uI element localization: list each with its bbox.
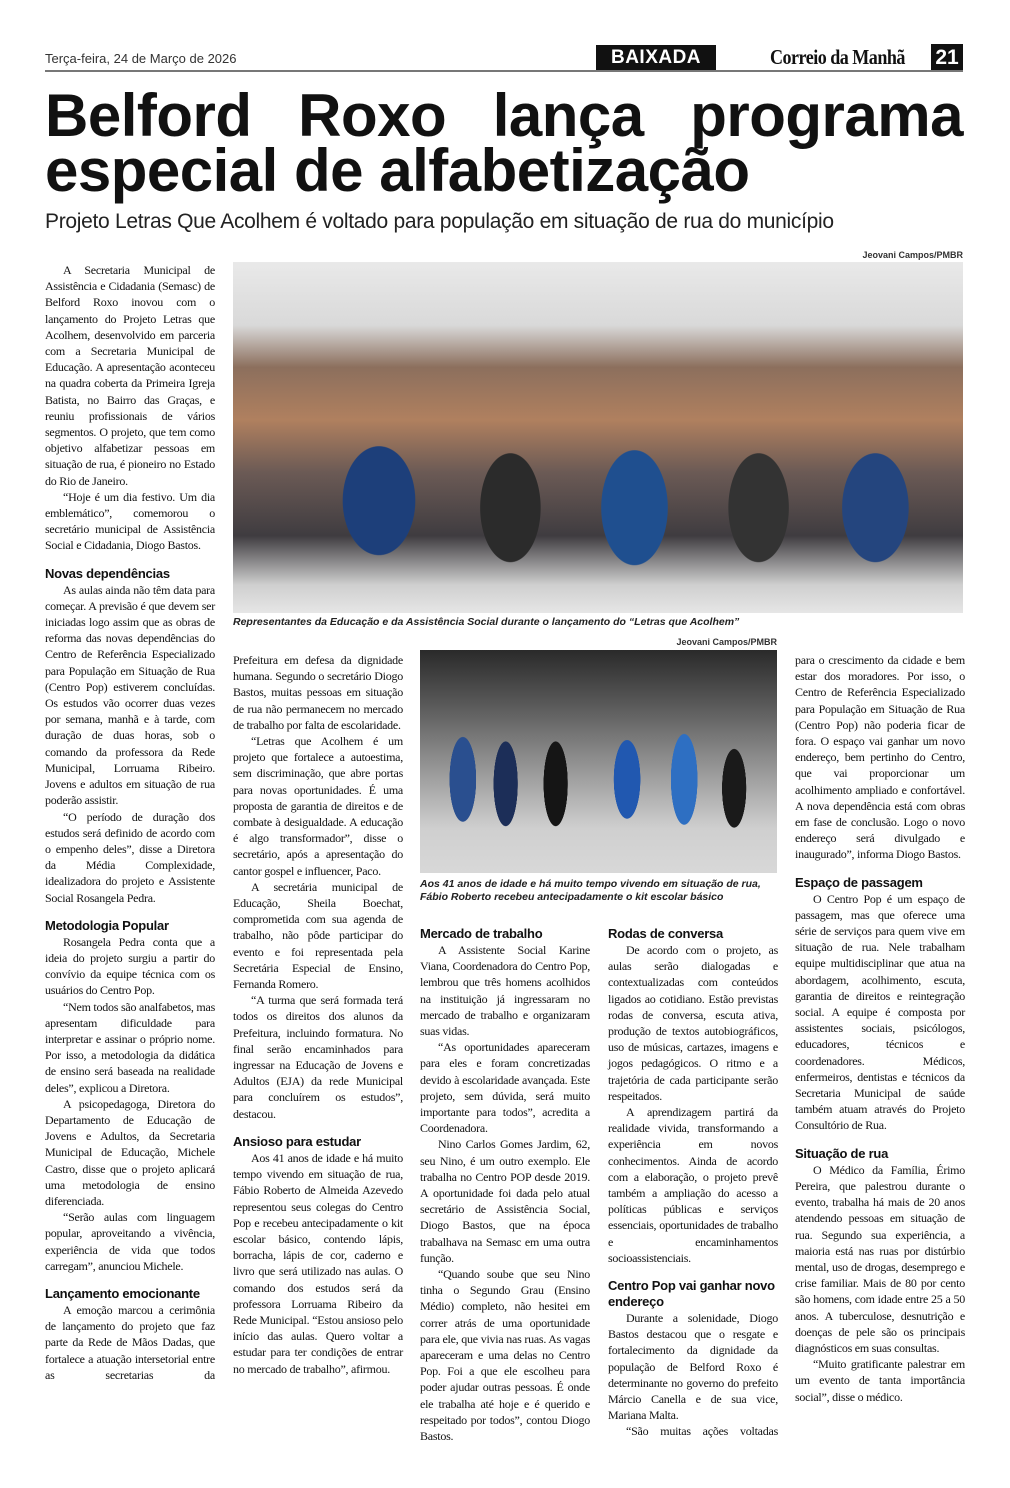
article-column-4 [608, 926, 778, 1440]
article-paragraph: “O período de duração dos estudos será definido de acordo com o empenho deles”, disse a Diretora da Média Complexidade, idealizadora do projeto e Assistente Social Rosangela Pedra. [45, 809, 215, 905]
section-label: BAIXADA [596, 45, 716, 71]
article-paragraph: O Centro Pop é um espaço de passagem, mas que oferece uma série de serviços para quem vive em situação de rua. Nele trabalham equipe multidisciplinar que atua na abordagem, acolhimento, escuta, garantia de direitos e reintegração social. A equipe é composta por assistentes sociais, psicólogos, educadores, técnicos e coordenadores. Médicos, enfermeiros, dentistas e técnicos da Secretaria Municipal de saúde também atuam através do Projeto Consultório de Rua. [795, 891, 965, 1133]
article-column-5 [795, 652, 965, 1405]
headline-line-2: especial de alfabetização [45, 137, 750, 204]
article-paragraph: A emoção marcou a cerimônia de lançamento do projeto que faz parte da Rede de Mãos Dadas, que fortalece a atuação intersetorial entre as secretarias da [45, 1302, 215, 1382]
article-paragraph: “Letras que Acolhem é um projeto que fortalece a autoestima, sem discriminação, que abre portas para novas oportunidades. É uma proposta de garantia de direitos e de combate à desigualdade. A educação é algo transformador”, disse o secretário, após a apresentação do cantor gospel e influencer, Paco. [233, 734, 403, 878]
article-paragraph: Rosangela Pedra conta que a ideia do projeto surgiu a partir do convívio da equipe técnica com os usuários do Centro Pop. [45, 934, 215, 998]
article-paragraph: “Hoje é um dia festivo. Um dia emblemático”, comemorou o secretário municipal de Assistência Social e Cidadania, Diogo Bastos. [45, 489, 215, 553]
section-heading: Situação de rua [795, 1145, 889, 1161]
article-paragraph: “Serão aulas com linguagem popular, aproveitando a vivência, experiência de vida que todos carregam”, anunciou Michele. [45, 1210, 215, 1273]
kit-delivery-photo [420, 650, 777, 873]
article-paragraph: O Médico da Família, Érimo Pereira, que palestrou durante o evento, trabalha há mais de 20 anos atendendo pessoas em situação de rua. Segundo sua experiência, a maioria está nas ruas por distúrbio mental, uso de drogas, desemprego e crise familiar. Mais de 80 por cento são homens, com idade entre 25 a 50 anos. A tuberculose, desnutrição e doenças de pele são os principais diagnósticos em suas consultas. [795, 1162, 965, 1355]
article-paragraph: A Assistente Social Karine Viana, Coordenadora do Centro Pop, lembrou que três homens acolhidos na instituição já ingressaram no mercado de trabalho e organizaram suas vidas. [420, 943, 590, 1039]
article-column-3 [420, 926, 590, 1444]
article-paragraph: Nino Carlos Gomes Jardim, 62, seu Nino, é um outro exemplo. Ele trabalha no Centro POP desde 2019. A oportunidade foi dada pelo atual secretário de Assistência Social, Diogo Bastos, que na época trabalhava na Semasc em uma outra função. [420, 1137, 590, 1265]
article-paragraph: “Muito gratificante palestrar em um evento de tanta importância social”, disse o médico. [795, 1357, 965, 1404]
article-paragraph: “A turma que será formada terá todos os direitos dos alunos da Prefeitura, incluindo formatura. No final serão encaminhados para ingressar na Educação de Jovens e Adultos (EJA) da rede Municipal para concluírem os estudos”, destacou. [233, 993, 403, 1121]
article-paragraph: De acordo com o projeto, as aulas serão dialogadas e contextualizadas com conteúdos ligados ao cotidiano. Estão previstas rodas de conversa, escuta ativa, produção de textos autobiográficos, uso de músicas, cartazes, imagens e jogos pedagógicos. O ritmo e a trajetória de cada participante serão respeitados. [608, 943, 778, 1103]
article-column-1 [45, 262, 215, 1383]
section-heading: Metodologia Popular [45, 917, 169, 933]
article-paragraph: “Quando soube que seu Nino tinha o Segundo Grau (Ensino Médio) completo, não hesitei em correr atrás de uma oportunidade para ele, que vivia nas ruas. As vagas apareceram e uma delas no Centro Pop. Foi a que ele escolheu para poder ajudar outras pessoas. É onde ele trabalha até hoje e é querido e respeitado por todos”, contou Diogo Bastos. [420, 1267, 590, 1444]
photo-caption: Representantes da Educação e da Assistência Social durante o lançamento do “Letras que Acolhem” [233, 616, 740, 628]
article-paragraph: “Nem todos são analfabetos, mas apresentam dificuldade para interpretar e assinar o próprio nome. Por isso, a metodologia da didática de ensino será baseada na realidade deles”, explicou a Diretora. [45, 999, 215, 1095]
header-divider [45, 70, 963, 72]
article-paragraph: A psicopedagoga, Diretora do Departamento de Educação de Jovens e Adultos, da Secretaria Municipal de Educação, Michele Castro, disse que o projeto aplicará uma metodologia de ensino diferenciada. [45, 1096, 215, 1208]
newspaper-logo: Correio da Manhã [770, 45, 905, 69]
section-heading: Rodas de conversa [608, 926, 723, 941]
article-paragraph: Aos 41 anos de idade e há muito tempo vivendo em situação de rua, Fábio Roberto de Almeida Azevedo representou seus colegas do Centro Pop e recebeu antecipadamente o kit escolar básico, contendo lápis, borracha, lápis de cor, caderno e livro que será utilizado nas aulas. O comando dos estudos será da professora Lorruama Ribeiro da Rede Municipal. “Estou ansioso pelo início das aulas. Quero voltar a estudar para ter condições de entrar no mercado de trabalho”, afirmou. [233, 1150, 403, 1376]
section-heading: Centro Pop vai ganhar novo endereço [608, 1278, 775, 1310]
page-number: 21 [931, 44, 963, 72]
article-paragraph: “As oportunidades apareceram para eles e foram concretizadas devido à escolaridade avançada. Este projeto, sem dúvida, será muito importante para todos”, acredita a Coordenadora. [420, 1040, 590, 1136]
article-paragraph: para o crescimento da cidade e bem estar dos moradores. Por isso, o Centro de Referência Especializado para População em Situação de Rua (Centro Pop) não poderia ficar de fora. O espaço vai ganhar um novo endereço, bem pertinho do Centro, que vai proporcionar um acolhimento ampliado e confortável. A nova dependência está com obras em fase de conclusão. Logo o novo endereço será divulgado e inaugurado”, informa Diogo Bastos. [795, 653, 965, 862]
photo-credit: Jeovani Campos/PMBR [862, 250, 963, 260]
article-paragraph: As aulas ainda não têm data para começar. A previsão é que devem ser iniciadas logo assim que as obras de reforma das novas dependências do Centro de Referência Especializado para População em Situação de Rua (Centro Pop) estiverem concluídas. Os estudos vão ocorrer duas vezes por semana, manhã e à tarde, com duração de duas horas, sob o comando da professora da Rede Municipal, Lorruama Ribeiro. Jovens e adultos em situação de rua poderão assistir. [45, 582, 215, 808]
article-column-2 [233, 652, 403, 1377]
article-paragraph: A secretária municipal de Educação, Sheila Boechat, comprometida com sua agenda de trabalho, não pôde participar do evento e foi representada pela Secretária Especial de Ensino, Fernanda Romero. [233, 879, 403, 992]
article-paragraph: A Secretaria Municipal de Assistência e Cidadania (Semasc) de Belford Roxo inovou com o lançamento do Projeto Letras que Acolhem, desenvolvido em parceria com a Secretaria Municipal de Educação. A apresentação aconteceu na quadra coberta da Primeira Igreja Batista, no Bairro das Graças, e reuniu profissionais de vários segmentos. O projeto, que tem como objetivo alfabetizar pessoas em situação de rua, é pioneiro no Estado do Rio de Janeiro. [45, 263, 215, 488]
photo-caption: Aos 41 anos de idade e há muito tempo vivendo em situação de rua, Fábio Roberto recebeu antecipadamente o kit escolar básico [420, 878, 761, 903]
article-paragraph: “São muitas ações voltadas [626, 1424, 778, 1439]
article-paragraph: Durante a solenidade, Diogo Bastos destacou que o resgate e fortalecimento da dignidade da população de Belford Roxo é determinante no governo do prefeito Márcio Canella e de sua vice, Mariana Malta. [608, 1311, 778, 1423]
group-photo [233, 262, 963, 613]
subheadline: Projeto Letras Que Acolhem é voltado para população em situação de rua do município [45, 210, 834, 233]
issue-date: Terça-feira, 24 de Março de 2026 [45, 51, 237, 66]
headline-line-1: Belford Roxo lança programa [45, 82, 963, 149]
section-heading: Lançamento emocionante [45, 1285, 200, 1301]
photo-credit: Jeovani Campos/PMBR [676, 637, 777, 647]
section-heading: Mercado de trabalho [420, 926, 543, 941]
section-heading: Novas dependências [45, 565, 170, 581]
article-paragraph: A aprendizagem partirá da realidade vivida, transformando a experiência em novos conhecimentos. Ainda de acordo com a elaboração, o projeto prevê também a ampliação do acesso a políticas públicas e serviços essenciais, oportunidades de trabalho e encaminhamentos socioassistenciais. [608, 1105, 778, 1265]
section-heading: Ansioso para estudar [233, 1133, 361, 1149]
article-paragraph: Prefeitura em defesa da dignidade humana. Segundo o secretário Diogo Bastos, muitas pessoas em situação de rua não permanecem no mercado de trabalho por falta de escolaridade. [233, 653, 403, 732]
section-heading: Espaço de passagem [795, 874, 923, 890]
